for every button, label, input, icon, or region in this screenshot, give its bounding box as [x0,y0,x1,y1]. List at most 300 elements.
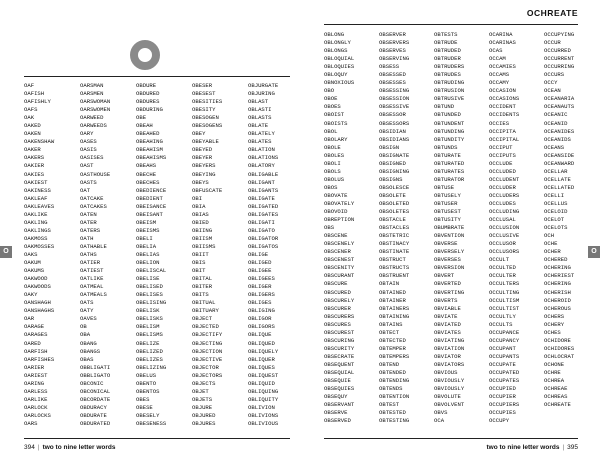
word-entry: OBTAINERS [379,304,410,312]
word-entry: OBLONGS [324,47,348,55]
word-entry: OCEANIDS [544,135,571,143]
word-entry: OBTECT [379,328,400,336]
word-entry: OBA [80,331,91,339]
word-entry: OAKLING [24,218,48,226]
word-entry: OBESENESS [136,419,167,427]
word-entry: OCELOT [544,216,565,224]
word-entry: OASTS [80,178,97,186]
word-entry: OBJECTED [192,323,219,331]
word-entry: OAKINESS [24,186,51,194]
word-entry: OBSESSING [379,87,410,95]
word-entry: OARS [24,419,38,427]
word-entry: OBVERSES [434,256,461,264]
bottom-rule [324,438,578,439]
word-entry: OAR [24,315,35,323]
word-entry: OAKED [24,122,41,130]
word-entry: OBFUSCATE [192,186,223,194]
word-entry: OBLIVION [248,403,275,411]
word-entry: OBSIDIAN [379,127,406,135]
word-entry: OBLIGATE [248,194,275,202]
word-entry: OBTUSER [434,199,458,207]
word-entry: OBEYERS [192,162,216,170]
word-entry: OBLATE [248,122,269,130]
word-entry: OBENTO [136,379,157,387]
word-entry: OATHS [80,250,97,258]
word-entry: OBSEQUIAL [324,368,355,376]
word-entry: OBAS [80,355,94,363]
word-entry: OCHERED [544,256,568,264]
word-entry: OBSECRATE [324,352,355,360]
word-entry: OBLIGATOR [248,234,279,242]
word-entry: OCHLOCRAT [544,352,575,360]
word-entry: OBLONGLY [324,39,351,47]
word-entry: OARLOCKS [24,411,51,419]
word-entry: OBLIGATI [248,218,275,226]
word-entry: OCCUPANTS [489,352,520,360]
word-entry: OBTUND [434,103,455,111]
word-entry: OCHREAS [544,393,568,401]
word-entry: OBOVOID [324,208,348,216]
word-entry: OBELIZE [136,339,160,347]
word-entry: OBVERTS [434,296,458,304]
thumb-tab: O [0,246,12,258]
word-entry: OBLIQUELY [248,347,279,355]
word-entry: OCCULTING [489,288,520,296]
word-entry: OBSCENER [324,248,351,256]
word-entry: OBOIST [324,111,345,119]
word-entry: OBLAST [248,98,269,106]
word-entry: OCCLUSION [489,224,520,232]
word-entry: OBLIGATOS [248,242,279,250]
word-entry: OBTENTION [379,393,410,401]
word-entry: OBIT [192,267,206,275]
word-entry: OBDURATE [80,411,107,419]
word-entry: OBSCURE [324,280,348,288]
word-entry: OBITS [192,291,209,299]
word-entry: OBDURED [136,90,160,98]
word-entry: OBTAINS [379,320,403,328]
word-entry: OBESEST [192,90,216,98]
word-entry: OCCLUDENT [489,175,520,183]
word-entry: OCEANAUTS [544,103,575,111]
word-entry: OAKERS [24,154,45,162]
word-entry: OBLIGED [248,259,272,267]
word-entry: OBELISES [136,291,163,299]
word-entry: OBDURATED [80,419,111,427]
word-entry: OB [80,323,87,331]
word-entry: OBLOQUIAL [324,55,355,63]
word-entry: OBLIGATED [248,202,279,210]
word-entry: OCCASION [489,87,516,95]
word-entry: OAKLEAVES [24,202,55,210]
word-entry: OCCLUDERS [489,191,520,199]
word-entry: OCCLUSIVE [489,232,520,240]
word-entry: OBOLUS [324,175,345,183]
word-entry: OBSIGNING [379,167,410,175]
word-entry: OBTAIN [379,280,400,288]
word-entry: OBEAHED [136,130,160,138]
word-entry: OBTRUDE [434,39,458,47]
word-entry: OBBLIGATO [80,371,111,379]
word-entry: OBVENTION [434,232,465,240]
word-entry: OBIING [192,226,213,234]
word-entry: OBSTRUENT [379,272,410,280]
word-entry: OBIISM [192,234,213,242]
word-entry: OCCAMY [489,79,510,87]
word-entry: OCARINA [489,31,513,38]
top-rule [24,76,290,77]
word-entry: OCCLUDER [489,183,516,191]
footer-separator: | [37,444,40,451]
word-entry: OBVIATOR [434,352,461,360]
word-entry: OARWEED [80,114,104,122]
word-entry: OBTAINING [379,312,410,320]
word-entry: OBSEQUIES [324,385,355,393]
word-entry: OBESITIES [192,98,223,106]
word-entry: OBLATIONS [248,154,279,162]
word-entry: OBJECTIVE [192,355,223,363]
word-entry: OCARINAS [489,39,516,47]
word-entry: OATS [80,299,94,307]
word-entry: OBDURING [136,106,163,114]
word-entry: OAKIES [24,170,45,178]
word-entry: OBTUNDING [434,127,465,135]
word-entry: OBLIGE [248,250,269,258]
word-entry: OCEAN [544,87,561,95]
word-entry: OCCASIONS [489,95,520,103]
word-entry: OARLIKE [24,395,48,403]
word-entry: OBSESSOR [379,111,406,119]
word-entry: OAKLIKE [24,210,48,218]
word-entry: OATMEALS [80,291,107,299]
word-entry: OBLIGOR [248,315,272,323]
word-entry: OCHEROUS [544,304,571,312]
word-entry: OBSTINATE [379,248,410,256]
word-entry: OBITAL [192,275,213,283]
word-entry: OCCULTED [489,264,516,272]
word-entry: OANSHAGH [24,299,51,307]
word-entry: OBOLES [324,151,345,159]
word-entry: OAKMOSS [24,234,48,242]
word-entry: OBTUNDENT [434,119,465,127]
word-entry: OASIS [80,146,97,154]
word-entry: OARSWOMEN [80,106,111,114]
page-number: 395 [567,444,578,451]
word-entry: OCCUPYING [544,31,575,38]
word-entry: OBTRUSION [434,87,465,95]
word-entry: OBSESSORS [379,119,410,127]
word-entry: OBEAH [136,122,153,130]
word-entry: OCCIDENTS [489,111,520,119]
thumb-tab: O [588,246,600,258]
word-entry: OAST [80,162,94,170]
word-entry: OBTESTS [434,31,458,38]
word-entry: OCCURRENT [544,55,575,63]
word-entry: OBTRUDING [434,79,465,87]
word-entry: OCHES [544,328,561,336]
word-entry: OBEAHISMS [136,154,167,162]
word-entry: OBLIGABLE [248,170,279,178]
word-entry: OAKY [24,291,38,299]
word-entry: OCCULTS [489,320,513,328]
word-entry: OBELION [136,259,160,267]
word-entry: OBTRUDER [434,55,461,63]
word-entry: OBSIDIANS [379,135,410,143]
word-entry: OBITUARY [192,307,219,315]
word-entry: OCEANSIDE [544,151,575,159]
word-entry: OBIA [192,202,206,210]
word-entry: OBELI [136,234,153,242]
word-entry: OBDURE [136,82,157,89]
page-footer [486,444,578,451]
running-head: OCHREATE [526,8,578,18]
word-entry: OBVIATION [434,344,465,352]
word-entry: OCCLUSORS [489,248,520,256]
word-entry: OBJECTING [192,339,223,347]
word-column [379,31,434,425]
word-entry: OBLIQUER [248,355,275,363]
word-entry: OCCURS [544,71,565,79]
top-rule [324,24,578,25]
word-column [324,31,379,425]
word-entry: OBLIGES [248,299,272,307]
word-entry: OBSCENE [324,232,348,240]
word-column [24,82,80,428]
word-entry: OBESOGENS [192,122,223,130]
word-entry: OARED [24,339,41,347]
word-entry: OCHIDORE [544,336,571,344]
word-entry: OBOLE [324,143,341,151]
word-entry: OBEAHING [136,138,163,146]
word-entry: OBTRUDES [434,71,461,79]
word-entry: OBEYS [192,178,209,186]
word-entry: OBLASTS [248,114,272,122]
word-entry: OCCAM [489,55,506,63]
word-entry: OBTURATED [434,159,465,167]
word-entry: OBJET [192,387,209,395]
word-entry: OBOE [324,95,338,103]
word-entry: OBSTINACY [379,240,410,248]
word-entry: OBSCUREST [324,328,355,336]
word-entry: OBESOGEN [192,114,219,122]
word-entry: OBEY [192,130,206,138]
word-entry: OBLIGEE [248,267,272,275]
word-entry: OCCLUDES [489,199,516,207]
word-entry: OAKUM [24,259,41,267]
word-entry: OBEYED [192,146,213,154]
word-entry: OARLOCK [24,403,48,411]
word-entry: OCELLATE [544,175,571,183]
word-entry: OBTUNDITY [434,135,465,143]
word-entry: OBTUSITY [434,216,461,224]
word-entry: OBEAHS [136,162,157,170]
word-entry: OCCUPANT [489,344,516,352]
word-entry: OAKS [24,250,38,258]
word-entry: OBES [136,395,150,403]
word-entry: OBVIATING [434,336,465,344]
word-entry: OBJECTORS [192,371,223,379]
word-entry: OBREPTION [324,216,355,224]
page-number: 394 [24,444,35,451]
word-entry: OAKENSHAW [24,138,55,146]
word-column [80,82,136,428]
word-entry: OBSCURELY [324,296,355,304]
word-entry: OBSESSION [379,95,410,103]
word-entry: OBLIGING [248,307,275,315]
word-entry: OBEDIENT [136,194,163,202]
word-entry: OCCUPANCE [489,328,520,336]
word-entry: OBVS [434,409,448,417]
word-entry: OASISES [80,154,104,162]
word-entry: OCCULTERS [489,280,520,288]
word-entry: OCEANS [544,143,565,151]
word-entry: OBCONICAL [80,387,111,395]
word-entry: OASES [80,138,97,146]
word-entry: OBJURED [192,411,216,419]
word-entry: OBESITY [192,106,216,114]
word-entry: OBSIGNATE [379,151,410,159]
word-entry: OBEYER [192,154,213,162]
word-entry: OCCLUDE [489,159,513,167]
word-entry: OBUMBRATE [434,224,465,232]
word-entry: OCCULT [489,256,510,264]
word-entry: OCEANIC [544,111,568,119]
word-entry: OCCUPATES [489,377,520,385]
word-entry: OATLIKE [80,275,104,283]
word-entry: OBESE [136,403,153,411]
page-footer [24,444,116,451]
word-entry: OBVIABLE [434,304,461,312]
word-entry: OBTECTED [379,336,406,344]
word-column [192,82,248,428]
word-entry: OBLIQUING [248,387,279,395]
word-entry: OBELISCAL [136,267,167,275]
word-entry: OARSWOMAN [80,98,111,106]
word-entry: OBTURATES [434,167,465,175]
word-entry: OBLIVIONS [248,411,279,419]
word-entry: OBVOLVENT [434,401,465,409]
word-entry: OAVES [80,315,97,323]
word-entry: OCHREAE [544,385,568,393]
word-entry: OARIEST [24,371,48,379]
word-entry: OAKEN [24,130,41,138]
word-entry: OBLIGATO [248,226,275,234]
word-entry: OBLIGER [248,283,272,291]
word-entry: OCHREATE [544,401,571,409]
word-entry: OBTEST [379,401,400,409]
word-entry: OBVIATED [434,320,461,328]
word-entry: OBELUS [136,371,157,379]
word-entry: OCHERY [544,320,565,328]
word-entry: OBTUSELY [434,191,461,199]
word-entry: OBVIOUSLY [434,385,465,393]
word-entry: OBEAHISM [136,146,163,154]
word-entry: OCEANARIA [544,95,575,103]
word-entry: OBEISANT [136,210,163,218]
word-entry: OBCORDATE [80,395,111,403]
word-entry: OARSMEN [80,90,104,98]
word-entry: OCCUPIER [489,393,516,401]
word-entry: OBJECTIFY [192,331,223,339]
word-entry: OBNOXIOUS [324,79,355,87]
word-entry: OBJECT [192,315,213,323]
word-entry: OBEYING [192,170,216,178]
word-entry: OARIER [24,363,45,371]
word-entry: OBS [324,224,335,232]
footer-separator: | [562,444,565,451]
word-entry: OCCLUDED [489,167,516,175]
word-entry: OBLIGERS [248,291,275,299]
word-entry: OBENTOS [136,387,160,395]
word-entry: OBOLS [324,167,341,175]
word-entry: OBANG [80,339,97,347]
word-entry: OBELIZING [136,363,167,371]
word-entry: OBJECTOR [192,363,219,371]
word-entry: OAT [80,186,91,194]
word-entry: OCHE [544,240,558,248]
word-entry: OBTUNDS [434,143,458,151]
word-entry: OBELIZED [136,347,163,355]
word-entry: OBELISKS [136,315,163,323]
word-entry: OBSERVES [379,47,406,55]
word-entry: OBSTRUCT [379,256,406,264]
word-column [136,82,192,428]
word-column [489,31,544,425]
word-entry: OBSIGNS [379,175,403,183]
word-entry: OAF [24,82,35,89]
word-entry: OCCURRING [544,63,575,71]
word-entry: OBTRUDED [434,47,461,55]
word-entry: OBTEMPER [379,344,406,352]
word-entry: OBOL [324,127,338,135]
word-entry: OBSESSIVE [379,103,410,111]
word-entry: OCHEROID [544,296,571,304]
word-entry: OCHERING [544,264,571,272]
right-page [300,0,600,459]
word-entry: OBVERSE [434,240,458,248]
word-entry: OBSTACLE [379,216,406,224]
word-entry: OBSEQUENT [324,360,355,368]
word-entry: OANSHAGHS [24,307,55,315]
word-entry: OBELISK [136,307,160,315]
word-entry: OCCAMIES [489,63,516,71]
word-entry: OBLIQUEST [248,371,279,379]
word-entry: OCEANWARD [544,159,575,167]
word-entry: OBLIQUES [248,363,275,371]
word-entry: OBSCENELY [324,240,355,248]
word-entry: OCCIES [489,119,510,127]
word-entry: OBELISE [136,275,160,283]
word-entry: OCCY [544,79,558,87]
word-entry: OBEISANCE [136,202,167,210]
word-entry: OCELOID [544,208,568,216]
word-entry: OBOS [324,183,338,191]
word-entry: OBTAINED [379,288,406,296]
word-entry: OBDURACY [80,403,107,411]
word-entry: OBELISED [136,283,163,291]
word-entry: OBANGS [80,347,101,355]
word-entry: OBTUSE [434,183,455,191]
word-entry: OCEANID [544,119,568,127]
word-entry: OCCULTLY [489,312,516,320]
word-entry: OBJECTION [192,347,223,355]
word-entry: OATCAKES [80,202,107,210]
word-entry: OBJURGATE [248,82,279,89]
word-entry: OBELIAS [136,250,160,258]
word-entry: OBTESTING [379,417,410,425]
word-entry: OATMEAL [80,283,104,291]
word-entry: OARING [24,379,45,387]
